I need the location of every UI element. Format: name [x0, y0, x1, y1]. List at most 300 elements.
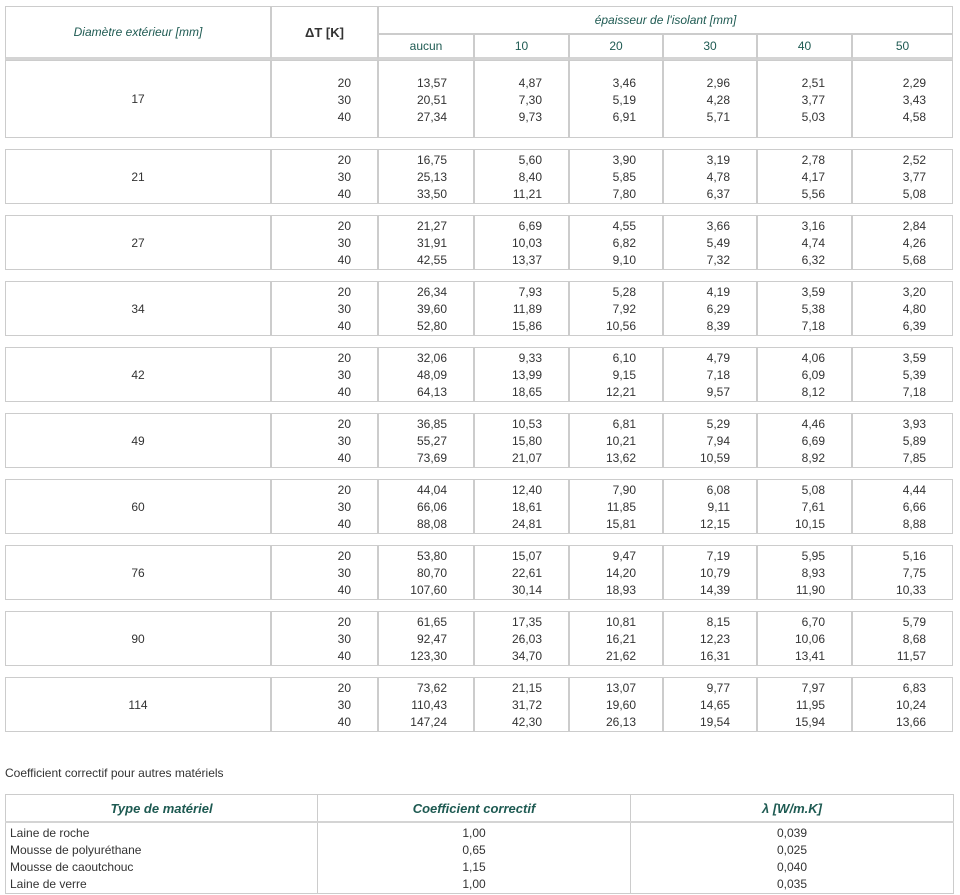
delta-t-cell [271, 281, 378, 336]
loss-value: 8,88 [902, 517, 927, 531]
loss-values-cell [474, 347, 569, 402]
delta-t-value: 20 [337, 285, 351, 299]
loss-value: 15,80 [511, 434, 542, 448]
loss-values-cell [852, 149, 953, 204]
loss-value: 4,17 [801, 170, 825, 184]
loss-value: 6,91 [612, 110, 636, 124]
loss-values-cell [757, 215, 852, 270]
delta-t-value: 40 [337, 517, 351, 531]
loss-values-cell [663, 479, 757, 534]
loss-value: 5,08 [801, 483, 825, 497]
loss-value: 6,09 [801, 368, 825, 382]
coefficient-value: 0,65 [462, 843, 486, 857]
loss-values-cell [378, 281, 474, 336]
loss-value: 33,50 [416, 187, 447, 201]
loss-value: 8,12 [801, 385, 825, 399]
loss-value: 7,19 [706, 549, 730, 563]
loss-values-cell [663, 413, 757, 468]
loss-value: 9,77 [706, 681, 730, 695]
loss-value: 3,93 [902, 417, 927, 431]
coefficient-list [318, 822, 631, 894]
loss-values-cell [852, 545, 953, 600]
loss-value: 10,56 [605, 319, 636, 333]
loss-value: 12,23 [699, 632, 730, 646]
group-spacer [5, 468, 953, 479]
header-delta-t: ΔT [K] [271, 6, 378, 60]
loss-value: 42,30 [511, 715, 542, 729]
material-name: Mousse de polyuréthane [10, 843, 142, 857]
loss-value: 13,07 [605, 681, 636, 695]
loss-value: 6,32 [801, 253, 825, 267]
loss-values-cell [474, 677, 569, 732]
loss-value: 3,59 [902, 351, 927, 365]
loss-value: 4,78 [706, 170, 730, 184]
diameter-group-row [5, 611, 953, 666]
loss-value: 4,87 [518, 76, 542, 90]
loss-value: 7,32 [706, 253, 730, 267]
loss-value: 7,97 [801, 681, 825, 695]
loss-value: 9,11 [707, 500, 730, 514]
loss-value: 73,69 [416, 451, 447, 465]
loss-value: 5,29 [706, 417, 730, 431]
spacer-cell [5, 600, 953, 611]
delta-t-value: 20 [337, 549, 351, 563]
diameter-group-row [5, 479, 953, 534]
delta-t-value: 40 [337, 583, 351, 597]
delta-t-value: 40 [337, 649, 351, 663]
coef-header-lambda: λ [W/m.K] [631, 795, 954, 823]
spacer-cell [5, 534, 953, 545]
loss-value: 92,47 [416, 632, 447, 646]
loss-value: 9,57 [706, 385, 730, 399]
group-spacer [5, 666, 953, 677]
loss-value: 9,15 [612, 368, 636, 382]
loss-value: 16,31 [699, 649, 730, 663]
loss-value: 4,58 [902, 110, 927, 124]
loss-value: 10,15 [794, 517, 825, 531]
delta-t-value: 30 [337, 632, 351, 646]
loss-values-cell [757, 677, 852, 732]
delta-t-value: 20 [337, 153, 351, 167]
loss-value: 9,10 [612, 253, 636, 267]
loss-value: 73,62 [416, 681, 447, 695]
loss-value: 30,14 [511, 583, 542, 597]
loss-value: 2,29 [902, 76, 927, 90]
loss-value: 5,19 [612, 93, 636, 107]
loss-value: 44,04 [416, 483, 447, 497]
loss-value: 31,72 [511, 698, 542, 712]
loss-value: 7,93 [518, 285, 542, 299]
loss-values-cell [378, 677, 474, 732]
loss-value: 5,49 [706, 236, 730, 250]
loss-values-cell [852, 677, 953, 732]
loss-value: 15,81 [605, 517, 636, 531]
loss-value: 5,39 [902, 368, 927, 382]
loss-value: 18,61 [511, 500, 542, 514]
loss-value: 15,94 [794, 715, 825, 729]
loss-value: 123,30 [410, 649, 447, 663]
delta-t-value: 20 [337, 351, 351, 365]
loss-value: 7,85 [902, 451, 927, 465]
loss-values-cell [569, 545, 663, 600]
delta-t-value: 20 [337, 76, 351, 90]
loss-value: 61,65 [416, 615, 447, 629]
diameter-group-row [5, 545, 953, 600]
header-thickness-col: aucun [378, 34, 474, 60]
delta-t-value: 30 [337, 170, 351, 184]
loss-values-cell [852, 413, 953, 468]
loss-values-cell [663, 215, 757, 270]
loss-value: 6,37 [706, 187, 730, 201]
loss-value: 6,39 [902, 319, 927, 333]
loss-value: 24,81 [511, 517, 542, 531]
loss-value: 88,08 [416, 517, 447, 531]
group-spacer [5, 600, 953, 611]
loss-value: 3,66 [706, 219, 730, 233]
loss-value: 13,41 [794, 649, 825, 663]
loss-value: 10,53 [511, 417, 542, 431]
delta-t-value: 30 [337, 302, 351, 316]
loss-values-cell [757, 347, 852, 402]
diameter-value: 27 [5, 215, 271, 270]
loss-value: 9,47 [612, 549, 636, 563]
spacer-cell [5, 138, 953, 149]
diameter-group-row [5, 60, 953, 138]
delta-t-cell [271, 413, 378, 468]
header-diameter: Diamètre extérieur [mm] [5, 6, 271, 60]
loss-value: 9,73 [518, 110, 542, 124]
loss-value: 66,06 [416, 500, 447, 514]
loss-value: 11,21 [512, 187, 542, 201]
loss-value: 6,08 [706, 483, 730, 497]
loss-value: 6,81 [612, 417, 636, 431]
delta-t-cell [271, 347, 378, 402]
loss-value: 55,27 [416, 434, 447, 448]
group-spacer [5, 534, 953, 545]
lambda-value: 0,025 [776, 843, 808, 857]
loss-value: 4,46 [801, 417, 825, 431]
coef-header-material: Type de matériel [6, 795, 318, 823]
header-thickness-col: 20 [569, 34, 663, 60]
loss-value: 4,74 [801, 236, 825, 250]
loss-value: 2,51 [801, 76, 825, 90]
loss-value: 4,79 [706, 351, 730, 365]
loss-value: 4,80 [902, 302, 927, 316]
loss-value: 39,60 [416, 302, 447, 316]
loss-value: 10,21 [605, 434, 636, 448]
lambda-value: 0,039 [776, 826, 808, 840]
delta-t-cell [271, 611, 378, 666]
delta-t-value: 20 [337, 483, 351, 497]
delta-t-cell [271, 215, 378, 270]
diameter-value: 42 [5, 347, 271, 402]
loss-value: 7,18 [902, 385, 927, 399]
loss-value: 2,84 [902, 219, 927, 233]
delta-t-cell [271, 479, 378, 534]
diameter-group-row [5, 413, 953, 468]
loss-value: 5,56 [801, 187, 825, 201]
material-list [6, 822, 318, 894]
loss-value: 12,15 [699, 517, 730, 531]
loss-value: 4,26 [902, 236, 927, 250]
diameter-group-row [5, 347, 953, 402]
loss-value: 5,79 [902, 615, 927, 629]
loss-value: 3,77 [902, 170, 927, 184]
loss-value: 18,93 [605, 583, 636, 597]
header-thickness-col: 30 [663, 34, 757, 60]
loss-values-cell [757, 545, 852, 600]
loss-values-cell [569, 215, 663, 270]
loss-values-cell [852, 215, 953, 270]
diameter-value: 21 [5, 149, 271, 204]
spacer-cell [5, 402, 953, 413]
delta-t-cell [271, 545, 378, 600]
group-spacer [5, 402, 953, 413]
delta-t-value: 30 [337, 434, 351, 448]
delta-t-value: 30 [337, 368, 351, 382]
diameter-value: 90 [5, 611, 271, 666]
loss-value: 3,19 [706, 153, 730, 167]
loss-values-cell [663, 347, 757, 402]
loss-values-cell [663, 149, 757, 204]
loss-value: 17,35 [511, 615, 542, 629]
diameter-value: 60 [5, 479, 271, 534]
loss-value: 10,59 [699, 451, 730, 465]
loss-values-cell [378, 611, 474, 666]
material-name: Laine de verre [10, 877, 87, 891]
loss-value: 12,21 [605, 385, 636, 399]
loss-value: 10,24 [896, 698, 927, 712]
heat-loss-table [5, 6, 953, 732]
loss-value: 5,08 [902, 187, 927, 201]
loss-value: 8,39 [706, 319, 730, 333]
loss-values-cell [569, 413, 663, 468]
loss-value: 80,70 [416, 566, 447, 580]
loss-value: 19,60 [605, 698, 636, 712]
loss-value: 14,65 [699, 698, 730, 712]
loss-value: 18,65 [511, 385, 542, 399]
diameter-value: 49 [5, 413, 271, 468]
loss-value: 3,20 [902, 285, 927, 299]
loss-values-cell [663, 60, 757, 138]
header-thickness-col: 10 [474, 34, 569, 60]
loss-value: 9,33 [518, 351, 542, 365]
loss-value: 5,28 [612, 285, 636, 299]
loss-value: 14,20 [605, 566, 636, 580]
loss-value: 13,99 [511, 368, 542, 382]
loss-value: 26,34 [416, 285, 447, 299]
loss-value: 48,09 [416, 368, 447, 382]
loss-values-cell [474, 413, 569, 468]
loss-value: 8,68 [902, 632, 927, 646]
loss-value: 147,24 [410, 715, 447, 729]
loss-value: 21,27 [416, 219, 447, 233]
loss-value: 3,90 [612, 153, 636, 167]
coefficient-table [5, 794, 954, 894]
group-spacer [5, 270, 953, 281]
loss-value: 21,15 [511, 681, 542, 695]
loss-value: 4,28 [706, 93, 730, 107]
loss-value: 6,69 [801, 434, 825, 448]
delta-t-value: 20 [337, 219, 351, 233]
loss-value: 6,66 [902, 500, 927, 514]
delta-t-value: 40 [337, 385, 351, 399]
loss-value: 5,16 [902, 549, 927, 563]
diameter-group-row [5, 677, 953, 732]
loss-value: 11,57 [896, 649, 927, 663]
loss-value: 7,80 [612, 187, 636, 201]
loss-value: 13,57 [416, 76, 447, 90]
loss-value: 11,85 [606, 500, 636, 514]
loss-values-cell [757, 149, 852, 204]
loss-value: 7,94 [706, 434, 730, 448]
loss-values-cell [663, 281, 757, 336]
loss-value: 4,06 [801, 351, 825, 365]
loss-values-cell [757, 479, 852, 534]
loss-value: 2,78 [801, 153, 825, 167]
header-thickness-col: 50 [852, 34, 953, 60]
loss-value: 26,03 [511, 632, 542, 646]
header-thickness-col: 40 [757, 34, 852, 60]
loss-value: 6,10 [612, 351, 636, 365]
loss-value: 5,89 [902, 434, 927, 448]
loss-value: 12,40 [511, 483, 542, 497]
loss-value: 10,06 [794, 632, 825, 646]
loss-value: 26,13 [605, 715, 636, 729]
loss-values-cell [663, 545, 757, 600]
loss-values-cell [474, 545, 569, 600]
loss-value: 2,52 [902, 153, 927, 167]
diameter-value: 114 [5, 677, 271, 732]
loss-values-cell [378, 545, 474, 600]
loss-value: 8,15 [706, 615, 730, 629]
loss-value: 16,21 [605, 632, 636, 646]
loss-value: 7,92 [612, 302, 636, 316]
spacer-cell [5, 468, 953, 479]
loss-values-cell [663, 611, 757, 666]
loss-value: 4,44 [902, 483, 927, 497]
loss-values-cell [569, 611, 663, 666]
coefficient-value: 1,00 [462, 877, 486, 891]
loss-value: 15,07 [511, 549, 542, 563]
delta-t-value: 30 [337, 236, 351, 250]
loss-values-cell [569, 347, 663, 402]
loss-value: 4,19 [706, 285, 730, 299]
delta-t-value: 30 [337, 566, 351, 580]
loss-value: 5,38 [801, 302, 825, 316]
material-name: Mousse de caoutchouc [10, 860, 134, 874]
loss-values-cell [474, 149, 569, 204]
loss-value: 8,92 [801, 451, 825, 465]
loss-value: 13,66 [896, 715, 927, 729]
delta-t-cell [271, 60, 378, 138]
group-spacer [5, 138, 953, 149]
loss-value: 5,85 [612, 170, 636, 184]
loss-value: 7,18 [706, 368, 730, 382]
loss-value: 11,89 [512, 302, 542, 316]
loss-value: 52,80 [416, 319, 447, 333]
delta-t-cell [271, 149, 378, 204]
loss-value: 11,95 [795, 698, 825, 712]
loss-value: 10,33 [896, 583, 927, 597]
lambda-list [631, 822, 954, 894]
header-thickness: épaisseur de l'isolant [mm] [378, 6, 953, 34]
loss-value: 5,95 [801, 549, 825, 563]
loss-values-cell [757, 281, 852, 336]
loss-values-cell [569, 677, 663, 732]
loss-value: 2,96 [706, 76, 730, 90]
loss-values-cell [569, 60, 663, 138]
diameter-group-row [5, 215, 953, 270]
loss-values-cell [474, 215, 569, 270]
loss-value: 4,55 [612, 219, 636, 233]
loss-values-cell [852, 281, 953, 336]
loss-value: 7,90 [612, 483, 636, 497]
delta-t-value: 40 [337, 253, 351, 267]
loss-values-cell [474, 479, 569, 534]
loss-value: 11,90 [795, 583, 825, 597]
loss-values-cell [757, 60, 852, 138]
delta-t-cell [271, 677, 378, 732]
group-spacer [5, 336, 953, 347]
loss-value: 5,60 [518, 153, 542, 167]
coef-title: Coefficient correctif pour autres matériels [5, 766, 224, 780]
loss-values-cell [474, 281, 569, 336]
loss-value: 107,60 [410, 583, 447, 597]
loss-value: 110,43 [411, 698, 447, 712]
loss-values-cell [569, 149, 663, 204]
loss-value: 64,13 [416, 385, 447, 399]
diameter-value: 34 [5, 281, 271, 336]
loss-value: 16,75 [416, 153, 447, 167]
loss-value: 6,29 [706, 302, 730, 316]
delta-t-value: 30 [337, 93, 351, 107]
loss-value: 53,80 [416, 549, 447, 563]
loss-values-cell [757, 413, 852, 468]
loss-value: 32,06 [416, 351, 447, 365]
loss-values-cell [474, 60, 569, 138]
loss-value: 21,62 [605, 649, 636, 663]
loss-values-cell [378, 60, 474, 138]
delta-t-value: 40 [337, 715, 351, 729]
delta-t-value: 20 [337, 417, 351, 431]
diameter-value: 17 [5, 60, 271, 138]
loss-value: 10,79 [699, 566, 730, 580]
spacer-cell [5, 666, 953, 677]
loss-value: 36,85 [416, 417, 447, 431]
loss-values-cell [378, 347, 474, 402]
material-name: Laine de roche [10, 826, 90, 840]
diameter-group-row [5, 281, 953, 336]
loss-value: 3,46 [612, 76, 636, 90]
loss-values-cell [852, 60, 953, 138]
delta-t-value: 30 [337, 698, 351, 712]
loss-values-cell [378, 413, 474, 468]
loss-value: 27,34 [416, 110, 447, 124]
loss-value: 14,39 [699, 583, 730, 597]
loss-value: 22,61 [511, 566, 542, 580]
loss-value: 34,70 [511, 649, 542, 663]
loss-values-cell [378, 215, 474, 270]
loss-value: 6,82 [612, 236, 636, 250]
loss-value: 25,13 [416, 170, 447, 184]
delta-t-value: 40 [337, 319, 351, 333]
loss-value: 7,75 [902, 566, 927, 580]
coefficient-value: 1,15 [462, 860, 486, 874]
delta-t-value: 40 [337, 451, 351, 465]
loss-value: 3,77 [801, 93, 825, 107]
loss-values-cell [378, 149, 474, 204]
